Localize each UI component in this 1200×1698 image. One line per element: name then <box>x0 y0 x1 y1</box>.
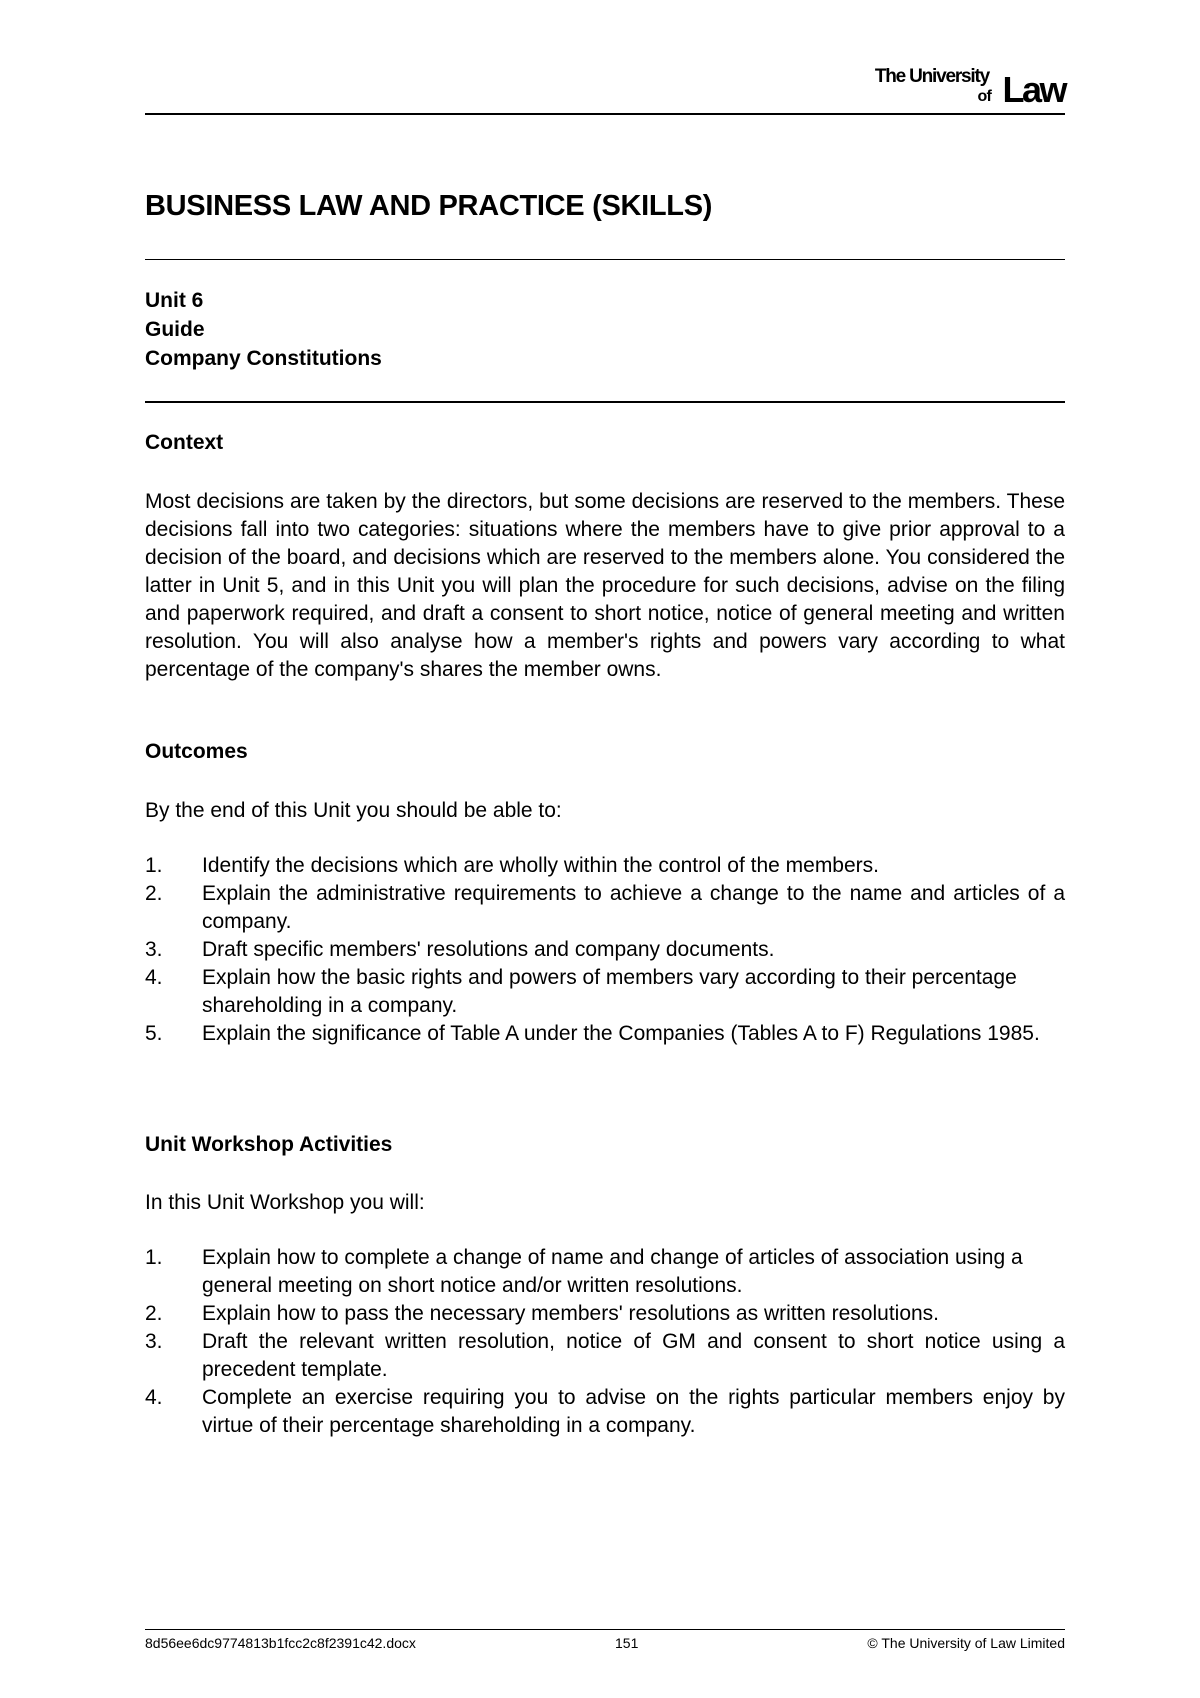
workshop-heading: Unit Workshop Activities <box>145 1133 393 1156</box>
outcomes-list <box>145 852 1065 1048</box>
context-paragraph: Most decisions are taken by the directors, but some decisions are reserved to the members. These decisions fall into two categories: situations where the members have to give prior approval to a decision of the board, and decisions which are reserved to the members alone. You considered the latter in Unit 5, and in this Unit you will plan the procedure for such decisions, advise on the filing and paperwork required, and draft a consent to short notice, notice of general meeting and written resolution. You will also analyse how a member's rights and powers vary according to what percentage of the company's shares the member owns. <box>145 490 1065 681</box>
footer-page-number: 151 <box>615 1635 639 1651</box>
header-divider <box>145 113 1065 115</box>
workshop-list <box>145 1244 1065 1440</box>
list-item <box>145 936 1065 964</box>
footer-divider <box>145 1629 1065 1630</box>
context-heading: Context <box>145 431 224 454</box>
list-item <box>145 880 1065 936</box>
list-item-number: 5. <box>145 1022 163 1045</box>
list-item-number: 2. <box>145 882 163 905</box>
list-item-number: 1. <box>145 1246 163 1269</box>
logo-line-the-university: The University <box>874 66 989 87</box>
list-item-text: Explain the administrative requirements to achieve a change to the name and articles of a company. <box>202 882 1065 933</box>
document-title: BUSINESS LAW AND PRACTICE (SKILLS) <box>145 190 713 222</box>
list-item <box>145 964 1065 1020</box>
list-item <box>145 1384 1065 1440</box>
list-item-text: Explain how to complete a change of name and change of articles of association using a general meeting on short notice and/or written resolutions. <box>202 1246 1023 1297</box>
logo-line-law: Law <box>1002 69 1065 110</box>
outcomes-heading: Outcomes <box>145 740 248 763</box>
list-item-text: Explain the significance of Table A under the Companies (Tables A to F) Regulations 1985. <box>202 1022 1040 1045</box>
list-item <box>145 1244 1065 1300</box>
list-item-text: Explain how the basic rights and powers of members vary according to their percentage shareholding in a company. <box>202 966 1017 1017</box>
logo-line-of: of <box>977 88 991 105</box>
unit-divider <box>145 401 1065 403</box>
list-item-number: 1. <box>145 854 163 877</box>
list-item-number: 3. <box>145 1330 163 1353</box>
list-item <box>145 852 1065 880</box>
list-item-text: Complete an exercise requiring you to advise on the rights particular members enjoy by virtue of their percentage shareholding in a company. <box>202 1386 1065 1437</box>
list-item <box>145 1328 1065 1384</box>
list-item-text: Identify the decisions which are wholly within the control of the members. <box>202 854 879 877</box>
list-item <box>145 1300 1065 1328</box>
university-logo <box>855 66 1065 108</box>
document-page <box>145 0 1065 1698</box>
unit-type: Guide <box>145 318 205 341</box>
unit-info <box>145 286 382 373</box>
list-item-text: Draft the relevant written resolution, notice of GM and consent to short notice using a precedent template. <box>202 1330 1065 1381</box>
list-item <box>145 1020 1065 1048</box>
unit-name: Company Constitutions <box>145 347 382 370</box>
list-item-text: Explain how to pass the necessary members' resolutions as written resolutions. <box>202 1302 940 1325</box>
footer-filename: 8d56ee6dc9774813b1fcc2c8f2391c42.docx <box>145 1635 416 1651</box>
list-item-number: 2. <box>145 1302 163 1325</box>
workshop-intro: In this Unit Workshop you will: <box>145 1191 425 1214</box>
title-divider <box>145 259 1065 260</box>
list-item-number: 3. <box>145 938 163 961</box>
unit-number: Unit 6 <box>145 289 204 312</box>
outcomes-intro: By the end of this Unit you should be able to: <box>145 799 562 822</box>
list-item-text: Draft specific members' resolutions and company documents. <box>202 938 775 961</box>
footer-copyright: © The University of Law Limited <box>867 1635 1065 1651</box>
list-item-number: 4. <box>145 1386 163 1409</box>
list-item-number: 4. <box>145 966 163 989</box>
